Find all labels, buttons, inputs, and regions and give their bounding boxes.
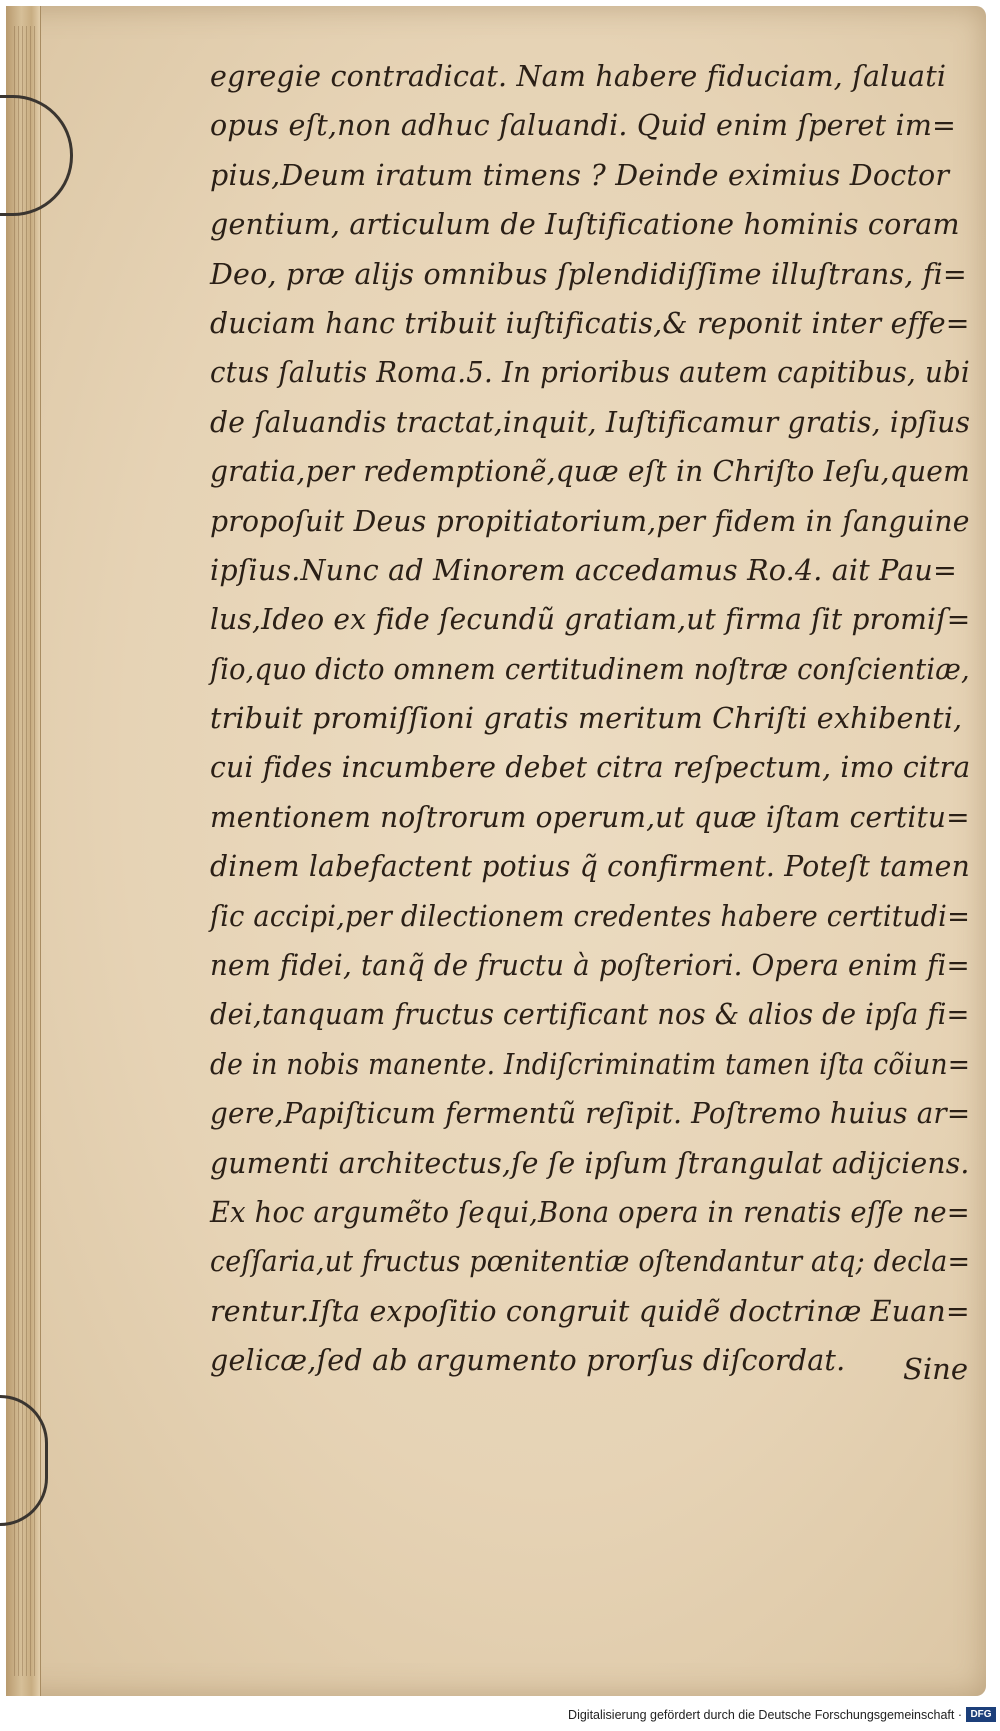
text-line: opus eſt,non adhuc ſaluandi. Quid enim ſperet im= (210, 109, 957, 143)
text-line: lus,Ideo ex fide ſecundũ gratiam,ut firma ſit promiſ= (210, 603, 971, 637)
text-line: gratia,per redemptionẽ,quæ eſt in Chriſto Ieſu,quem (210, 455, 970, 489)
text-line: de ſaluandis tractat,inquit, Iuſtificamur gratis, ipſius (210, 405, 971, 439)
text-line: tribuit promiſſioni gratis meritum Chriſti exhibenti, (210, 702, 963, 736)
text-line: nem fidei, tanq̃ de fructu à poſteriori. Opera enim fi= (210, 949, 970, 983)
text-line: ipſius.Nunc ad Minorem accedamus Ro.4. ait Pau= (210, 553, 958, 587)
text-line: Deo, præ alijs omnibus ſplendidiſſime illuſtrans, fi= (210, 257, 967, 291)
text-line: duciam hanc tribuit iuſtificatis,& reponit inter effe= (210, 306, 970, 340)
text-line: ceſſaria,ut fructus pœnitentiæ oſtendantur atq; decla= (210, 1245, 971, 1279)
text-line: ſio,quo dicto omnem certitudinem noſtræ conſcientiæ, (210, 652, 970, 686)
body-text (210, 52, 970, 1386)
catchword: Sine (903, 1352, 968, 1386)
text-line: ſic accipi,per dilectionem credentes habere certitudi= (210, 899, 971, 933)
text-line: propoſuit Deus propitiatorium,per fidem in ſanguine (210, 504, 970, 538)
text-line: egregie contradicat. Nam habere fiduciam, ſaluati (210, 60, 947, 93)
dfg-logo: DFG (966, 1707, 996, 1722)
text-line: de in nobis manente. Indiſcriminatim tamen iſta cõiun= (210, 1047, 971, 1081)
text-line: gumenti architectus,ſe ſe ipſum ſtrangulat adijciens. (210, 1146, 970, 1180)
funding-credit: Digitalisierung gefördert durch die Deutsche Forschungsgemeinschaft · (568, 1708, 962, 1722)
text-line: gelicæ,ſed ab argumento prorſus diſcordat. (210, 1344, 846, 1378)
text-line: ctus ſalutis Roma.5. In prioribus autem capitibus, ubi (210, 356, 970, 390)
text-line: cui fides incumbere debet citra reſpectum, imo citra (210, 751, 971, 785)
digitization-footer (0, 1700, 1000, 1731)
text-line: Ex hoc argumẽto ſequi,Bona opera in renatis eſſe ne= (210, 1195, 970, 1229)
text-line: dei,tanquam fructus certificant nos & alios de ipſa fi= (210, 998, 970, 1032)
text-line: mentionem noſtrorum operum,ut quæ iſtam certitu= (210, 800, 970, 834)
text-line: rentur.Iſta expoſitio congruit quidẽ doctrinæ Euan= (210, 1294, 970, 1328)
text-line: gere,Papiſticum fermentũ reſipit. Poſtremo huius ar= (210, 1097, 971, 1131)
text-line: pius,Deum iratum timens ? Deinde eximius Doctor (210, 158, 950, 192)
text-line: dinem labefactent potius q̃ confirment. Poteſt tamen (210, 850, 970, 884)
text-line: gentium, articulum de Iuſtificatione hominis coram (210, 208, 960, 242)
